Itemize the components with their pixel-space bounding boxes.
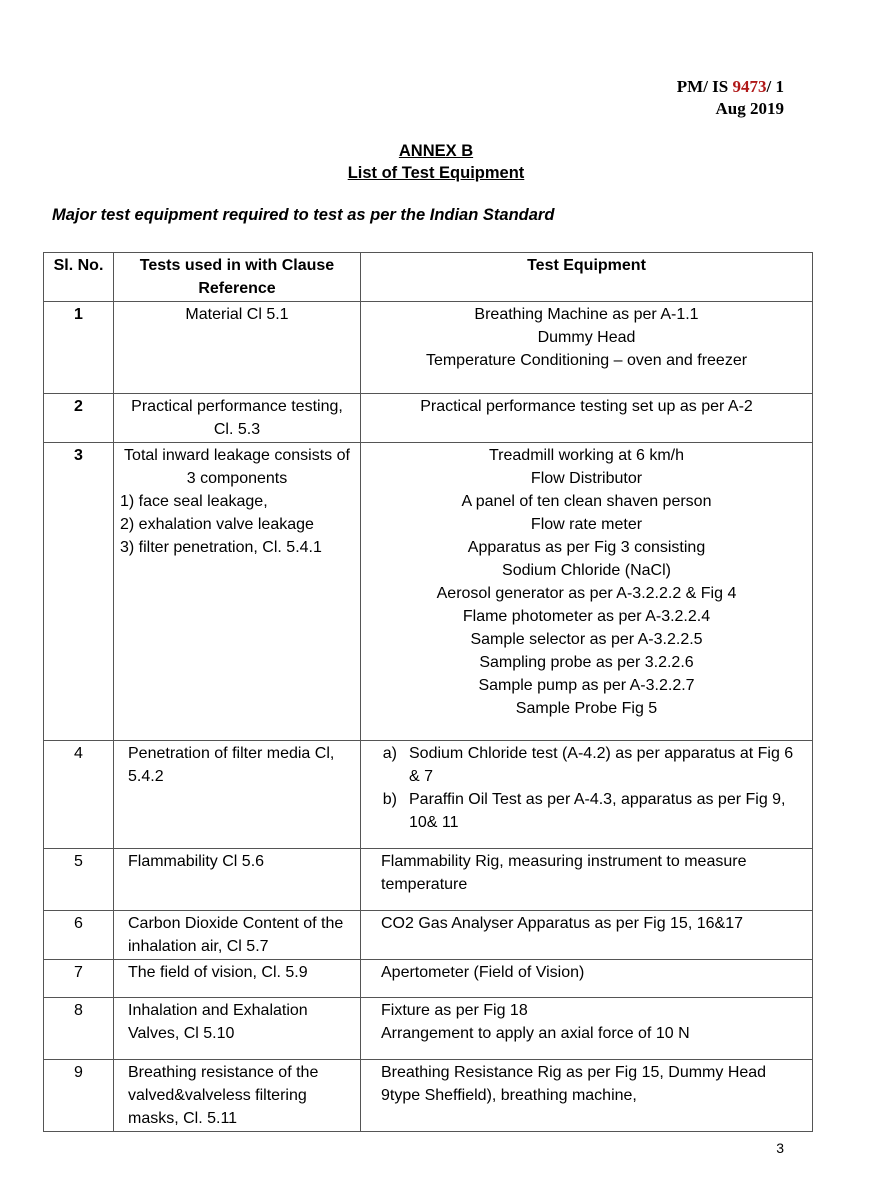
equipment-list xyxy=(367,742,806,834)
row-number: 2 xyxy=(44,394,114,443)
row-number: 7 xyxy=(44,960,114,998)
equipment-cell: Practical performance testing set up as per A-2 xyxy=(361,394,813,443)
row-number: 6 xyxy=(44,911,114,960)
equipment-table xyxy=(43,252,813,1132)
equipment-cell: Fixture as per Fig 18 Arrangement to apply an axial force of 10 N xyxy=(361,998,813,1060)
equipment-cell: Apertometer (Field of Vision) xyxy=(361,960,813,998)
test-cell: Material Cl 5.1 xyxy=(114,302,361,394)
row-number: 1 xyxy=(44,302,114,394)
list-item: a) Sodium Chloride test (A-4.2) as per apparatus at Fig 6 & 7 xyxy=(382,745,794,785)
test-cell: The field of vision, Cl. 5.9 xyxy=(114,960,361,998)
equipment-cell xyxy=(361,741,813,849)
col-header-equipment: Test Equipment xyxy=(361,253,813,302)
test-cell: Flammability Cl 5.6 xyxy=(114,849,361,911)
row-number: 3 xyxy=(44,443,114,741)
document-header xyxy=(677,76,784,120)
test-cell: Penetration of filter media Cl, 5.4.2 xyxy=(114,741,361,849)
col-header-tests: Tests used in with Clause Reference xyxy=(114,253,361,302)
table-row xyxy=(44,1060,813,1132)
table-row xyxy=(44,911,813,960)
equipment-cell: Breathing Machine as per A-1.1 Dummy Head Temperature Conditioning – oven and freezer xyxy=(361,302,813,394)
table-row xyxy=(44,849,813,911)
test-cell: Inhalation and Exhalation Valves, Cl 5.10 xyxy=(114,998,361,1060)
test-cell: Carbon Dioxide Content of the inhalation air, Cl 5.7 xyxy=(114,911,361,960)
table-row xyxy=(44,960,813,998)
list-item: b) Paraffin Oil Test as per A-4.3, apparatus as per Fig 9, 10& 11 xyxy=(382,791,786,831)
table-row xyxy=(44,443,813,741)
test-cell: Practical performance testing, Cl. 5.3 xyxy=(114,394,361,443)
row-number: 9 xyxy=(44,1060,114,1132)
page-number: 3 xyxy=(776,1140,784,1156)
row-number: 4 xyxy=(44,741,114,849)
annex-subtitle: List of Test Equipment xyxy=(347,164,525,182)
table-row xyxy=(44,998,813,1060)
equipment-cell: Breathing Resistance Rig as per Fig 15, Dummy Head 9type Sheffield), breathing machine, xyxy=(361,1060,813,1132)
table-header-row xyxy=(44,253,813,302)
equipment-cell: CO2 Gas Analyser Apparatus as per Fig 15, 16&17 xyxy=(361,911,813,960)
row-number: 8 xyxy=(44,998,114,1060)
equipment-cell: Flammability Rig, measuring instrument to measure temperature xyxy=(361,849,813,911)
test-cell: Breathing resistance of the valved&valveless filtering masks, Cl. 5.11 xyxy=(114,1060,361,1132)
test-cell: Total inward leakage consists of 3 components 1) face seal leakage, 2) exhalation valve leakage 3) filter penetration, Cl. 5.4.1 xyxy=(114,443,361,741)
row-number: 5 xyxy=(44,849,114,911)
table-row xyxy=(44,741,813,849)
table-row xyxy=(44,394,813,443)
intro-text: Major test equipment required to test as per the Indian Standard xyxy=(52,206,555,224)
doc-id: PM/ IS 9473/ 1 xyxy=(676,77,784,96)
col-header-sl: Sl. No. xyxy=(44,253,114,302)
equipment-cell: Treadmill working at 6 km/h Flow Distributor A panel of ten clean shaven person Flow rate meter Apparatus as per Fig 3 consisting Sodium Chloride (NaCl) Aerosol generator as per A-3.2.2.2 & Fig 4 Flame photometer as per A-3.2.2.4 Sample selector as per A-3.2.2.5 Sampling probe as per 3.2.2.6 Sample pump as per A-3.2.2.7 Sample Probe Fig 5 xyxy=(361,443,813,741)
table-row xyxy=(44,302,813,394)
doc-date: Aug 2019 xyxy=(715,99,784,118)
annex-heading xyxy=(0,140,872,184)
annex-title: ANNEX B xyxy=(398,142,474,160)
